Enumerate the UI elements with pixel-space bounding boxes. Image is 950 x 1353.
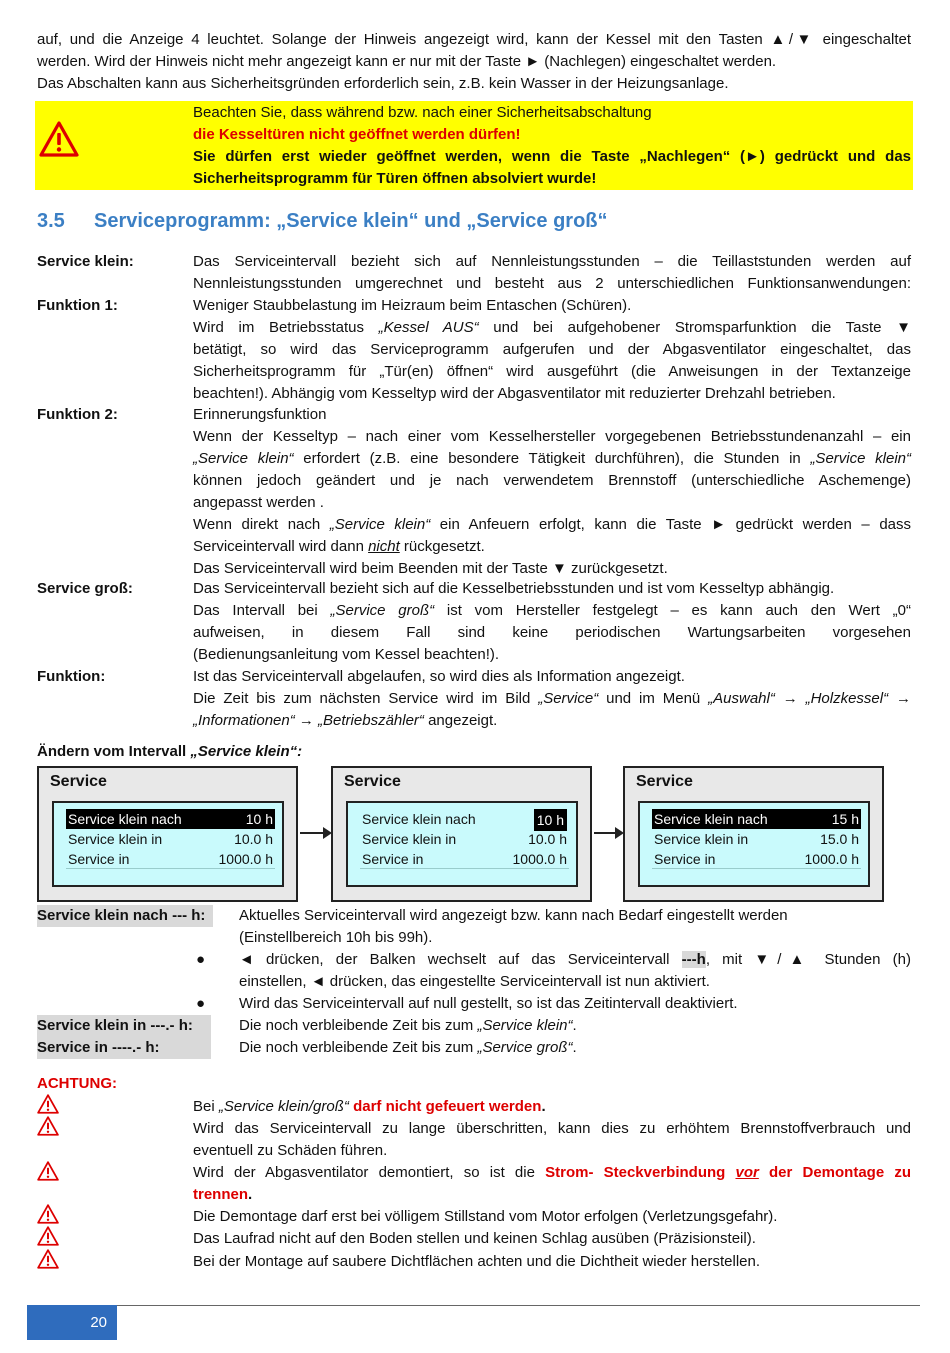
service-gross-line-2: Das Intervall bei „Service groß“ ist vom Hersteller festgelegt – es kann auch den Wert „0“: [193, 602, 911, 619]
lcd-row-service-klein-in[interactable]: Service klein in 10.0 h: [68, 831, 273, 847]
lcd-row-service-klein-nach[interactable]: Service klein nach 15 h: [654, 811, 859, 827]
achtung-line-5: Das Laufrad nicht auf den Boden stellen und keinen Schlag ausüben (Präzisionsteil).: [193, 1230, 756, 1247]
warning-triangle-icon: [37, 1249, 59, 1269]
funktion-line-3: „Informationen“ → „Betriebszähler“ angezeigt.: [193, 712, 498, 729]
param-1-line-1: Aktuelles Serviceintervall wird angezeigt bzw. kann nach Bedarf eingestellt werden: [239, 907, 788, 924]
funktion-2-line-8: Das Serviceintervall wird beim Beenden mit der Taste ▼ zurückgesetzt.: [193, 560, 668, 577]
lcd-row-service-klein-nach[interactable]: Service klein nach 10 h: [68, 811, 273, 827]
warning-line-1: Beachten Sie, dass während bzw. nach einer Sicherheitsabschaltung: [193, 104, 652, 121]
lcd-row-service-in[interactable]: Service in 1000.0 h: [654, 851, 859, 867]
achtung-line-4: Die Demontage darf erst bei völligem Stillstand vom Motor erfolgen (Verletzungsgefahr).: [193, 1208, 778, 1225]
param-1-line-2: (Einstellbereich 10h bis 99h).: [239, 929, 433, 946]
term-funktion-1: Funktion 1:: [37, 297, 118, 314]
service-gross-line-1: Das Serviceintervall bezieht sich auf die Kesselbetriebsstunden und ist vom Kesseltyp abhängig.: [193, 580, 835, 597]
warning-triangle-icon: [37, 1094, 59, 1114]
service-screen-3: [623, 766, 884, 902]
funktion-2-line-5: angepasst werden .: [193, 494, 324, 511]
funktion-2-line-1: Erinnerungsfunktion: [193, 406, 327, 423]
param-service-in: Service in ----.- h:: [37, 1037, 211, 1059]
funktion-1-description: [193, 295, 911, 405]
warning-line-4: Sicherheitsprogramm für Türen öffnen absolviert wurde!: [193, 170, 597, 187]
warning-line-3: Sie dürfen erst wieder geöffnet werden, wenn die Taste „Nachlegen“ (►) gedrückt und das: [193, 148, 911, 165]
funktion-1-line-1: Weniger Staubbelastung im Heizraum beim Entaschen (Schüren).: [193, 297, 632, 314]
intro-line-2: werden. Wird der Hinweis nicht mehr angezeigt kann er nur mit der Taste ► (Nachlegen) eingeschaltet werden.: [37, 53, 777, 70]
achtung-heading: ACHTUNG:: [37, 1075, 117, 1092]
funktion-line-1: Ist das Serviceintervall abgelaufen, so wird dies als Information angezeigt.: [193, 668, 685, 685]
funktion-description: [193, 666, 911, 732]
service-klein-description: [193, 251, 911, 295]
bullet-1-text: ◄ drücken, der Balken wechselt auf das Serviceintervall ---h, mit ▼/▲ Stunden (h) einstellen, ◄ drücken, das eingestellte Serviceintervall ist nun aktiviert.: [239, 951, 911, 990]
achtung-line-6: Bei der Montage auf saubere Dichtflächen achten und die Dichtheit wieder herstellen.: [193, 1253, 761, 1270]
funktion-line-2: Die Zeit bis zum nächsten Service wird im Bild „Service“ und im Menü „Auswahl“ → „Holzkessel“ →: [193, 690, 911, 707]
section-title: Serviceprogramm: „Service klein“ und „Service groß“: [94, 210, 608, 232]
warning-triangle-icon: [37, 1116, 59, 1136]
service-klein-line-1: Das Serviceintervall bezieht sich auf Nennleistungsstunden – die Teillaststunden werden auf: [193, 253, 911, 270]
param-service-in-desc: Die noch verbleibende Zeit bis zum „Service groß“.: [239, 1039, 577, 1056]
service-klein-line-2: Nennleistungsstunden umgerechnet und besteht aus 2 unterschiedlichen Funktionsanwendungen:: [193, 275, 911, 292]
param-service-klein-nach: Service klein nach --- h:: [37, 905, 213, 927]
intro-line-3: Das Abschalten kann aus Sicherheitsgründen erforderlich sein, z.B. kein Wasser in der Heizungsanlage.: [37, 75, 729, 92]
lcd-display: [638, 801, 870, 887]
service-screen-1: [37, 766, 298, 902]
param-service-klein-in: Service klein in ---.- h:: [37, 1015, 211, 1037]
section-heading: [37, 210, 608, 233]
term-funktion: Funktion:: [37, 668, 106, 685]
term-funktion-2: Funktion 2:: [37, 406, 118, 423]
achtung-line-3: Wird der Abgasventilator demontiert, so ist die Strom- Steckverbindung vor der Demontage zu trennen.: [193, 1164, 912, 1203]
lcd-row-service-klein-in[interactable]: Service klein in 15.0 h: [654, 831, 859, 847]
section-number: 3.5: [37, 210, 65, 232]
lcd-row-service-in[interactable]: Service in 1000.0 h: [362, 851, 567, 867]
interval-subheading: Ändern vom Intervall „Service klein“:: [37, 743, 303, 760]
warning-triangle-icon: [37, 1204, 59, 1224]
footer-divider: [27, 1305, 920, 1306]
safety-warning-box: [35, 101, 913, 190]
screen-title: Service: [344, 773, 401, 790]
lcd-row-service-klein-nach[interactable]: Service klein nach 10 h: [360, 809, 569, 829]
funktion-2-line-6: Wenn direkt nach „Service klein“ ein Anfeuern erfolgt, kann die Taste ► gedrückt werden – dass: [193, 516, 911, 533]
screen-title: Service: [636, 773, 693, 790]
achtung-line-1: Bei „Service klein/groß“ darf nicht gefeuert werden.: [193, 1098, 546, 1115]
warning-triangle-icon: [39, 121, 79, 157]
funktion-2-line-4: können jedoch geändert und je nach verwendetem Brennstoff (unterschiedliche Aschemenge): [193, 472, 911, 489]
param-service-klein-in-desc: Die noch verbleibende Zeit bis zum „Service klein“.: [239, 1017, 577, 1034]
service-gross-description: [193, 578, 911, 666]
warning-triangle-icon: [37, 1161, 59, 1181]
funktion-2-description: [193, 404, 911, 580]
warning-line-2: die Kesseltüren nicht geöffnet werden dürfen!: [193, 126, 521, 143]
funktion-1-line-5: beachten!). Abhängig vom Kesseltyp wird der Abgasventilator mit reduzierter Drehzahl betrieben.: [193, 385, 836, 402]
page-number: 20: [27, 1305, 117, 1340]
arrow-right-icon: [594, 832, 622, 834]
term-service-klein: Service klein:: [37, 253, 134, 270]
bullet-icon: ●: [196, 951, 206, 968]
achtung-line-2: Wird das Serviceintervall zu lange überschritten, kann dies zu erhöhtem Brennstoffverbrauch und eventuell zu Schäden führen.: [193, 1120, 911, 1159]
warning-triangle-icon: [37, 1226, 59, 1246]
screen-title: Service: [50, 773, 107, 790]
funktion-1-line-3: betätigt, so wird das Serviceprogramm aufgerufen und der Abgasventilator eingeschaltet, das: [193, 341, 911, 358]
bullet-icon: ●: [196, 995, 206, 1012]
funktion-2-line-3: „Service klein“ erfordert (z.B. eine besondere Tätigkeit durchführen), die Stunden in „Service klein“: [193, 450, 911, 467]
term-service-gross: Service groß:: [37, 580, 133, 597]
intro-line-1: auf, und die Anzeige 4 leuchtet. Solange der Hinweis angezeigt wird, kann der Kessel mit den Tasten ▲/▼ eingeschaltet: [37, 31, 911, 48]
arrow-right-icon: [300, 832, 330, 834]
funktion-2-line-2: Wenn der Kesseltyp – nach einer vom Kesselhersteller vorgegebenen Betriebsstundenanzahl – ein: [193, 428, 911, 445]
service-gross-line-3: aufweisen, in diesem Fall sind keine periodischen Wartungsarbeiten vorgesehen: [193, 624, 911, 641]
service-gross-line-4: (Bedienungsanleitung vom Kessel beachten!).: [193, 646, 500, 663]
funktion-1-line-4: Sicherheitsprogramm für „Tür(en) öffnen“ wird ausgeführt (die Anweisungen in der Textanzeige: [193, 363, 911, 380]
funktion-2-line-7: Serviceintervall wird dann nicht rückgesetzt.: [193, 538, 485, 555]
funktion-1-line-2: Wird im Betriebsstatus „Kessel AUS“ und bei aufgehobener Stromsparfunktion die Taste ▼: [193, 319, 911, 336]
lcd-display: [52, 801, 284, 887]
bullet-2-text: Wird das Serviceintervall auf null gestellt, so ist das Zeitintervall deaktiviert.: [239, 995, 738, 1012]
param-service-klein-nach-desc: [239, 905, 911, 949]
lcd-display: [346, 801, 578, 887]
lcd-row-service-klein-in[interactable]: Service klein in 10.0 h: [362, 831, 567, 847]
service-screen-2: [331, 766, 592, 902]
lcd-row-service-in[interactable]: Service in 1000.0 h: [68, 851, 273, 867]
